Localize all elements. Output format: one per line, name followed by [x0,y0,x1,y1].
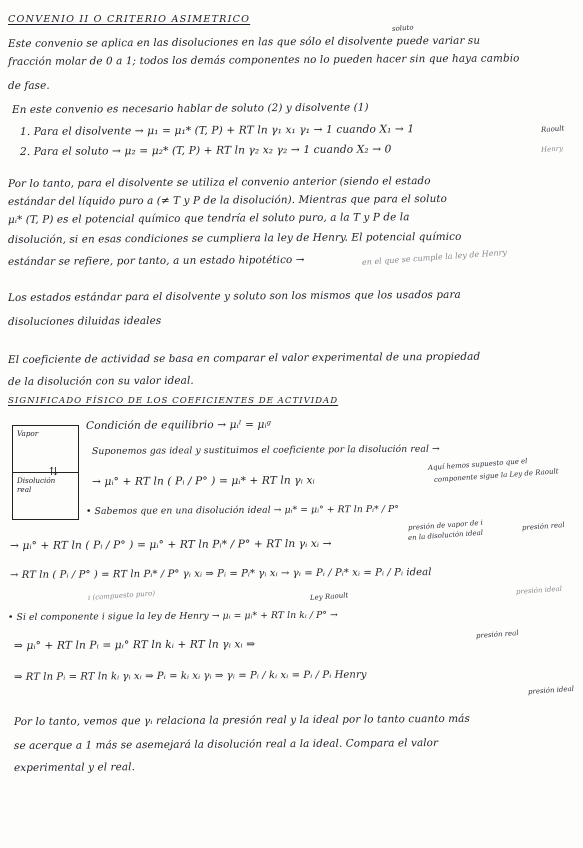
note-real-pressure-1: presión real [521,521,565,532]
ideal-solution-statement: • Sabemos que en una disolución ideal → μᵢ* = μᵢ° + RT ln Pᵢ* / P° [85,503,400,517]
note-real-pressure-2: presión real [475,629,519,640]
exchange-arrows-icon: ⇅ [49,465,59,478]
paragraph-3-line-5: estándar se refiere, por tanto, a un estado hipotético → [7,253,305,268]
equation-substitution: → μᵢ° + RT ln ( Pᵢ / P° ) = μᵢ° + RT ln Pᵢ* / P° + RT ln γᵢ xᵢ → [9,537,332,552]
box-label-real-solution: Disolución real [17,476,56,494]
paragraph-1-line-1: Este convenio se aplica en las disoluciones en las que sólo el disolvente puede variar su [7,34,481,50]
conclusion-line-1: Por lo tanto, vemos que γᵢ relaciona la presión real y la ideal por lo tanto cuanto más [13,712,470,728]
soluto-insertion: soluto [391,23,414,33]
equilibrium-condition: Condición de equilibrio → μᵢˡ = μᵢᵍ [85,418,272,432]
paragraph-3-line-1: Por lo tanto, para el disolvente se utiliza el convenio anterior (siendo el estado [7,175,431,190]
paragraph-3-line-4: disolución, si en esas condiciones se cumpliera la ley de Henry. El potencial químico [7,230,462,246]
section-heading-physical-meaning: SIGNIFICADO FÍSICO DE LOS COEFICIENTES DE ACTIVIDAD [8,396,339,406]
paragraph-3-line-2: estándar del líquido puro a (≠ T y P de la disolución). Mientras que para el soluto [7,192,448,208]
note-vapor-pressure-1: presión de vapor de i [407,518,484,532]
phase-divider [13,472,78,473]
box-label-vapor: Vapor [17,429,39,438]
list-item-soluto: 2. Para el soluto → μ₂ = μ₂* (T, P) + RT ln γ₂ x₂ γ₂ → 1 cuando X₂ → 0 [19,143,392,158]
paragraph-2-intro: En este convenio es necesario hablar de soluto (2) y disolvente (1) [11,101,369,116]
note-ideal-pressure: presión ideal [515,584,563,596]
ideal-gas-assumption: Suponemos gas ideal y sustituimos el coeficiente por la disolución real → [91,443,440,457]
note-raoult-assumption-2: componente sigue la Ley de Raoult [433,467,559,484]
equation-gamma-henry: ⇒ RT ln Pᵢ = RT ln kᵢ γᵢ xᵢ ⇒ Pᵢ = kᵢ xᵢ γᵢ ⇒ γᵢ = Pᵢ / kᵢ xᵢ = Pᵢ / Pᵢ Henry [13,669,367,683]
conclusion-line-3: experimental y el real. [13,761,136,774]
equation-henry-substitution: ⇒ μᵢ° + RT ln Pᵢ = μᵢ° RT ln kᵢ + RT ln γᵢ xᵢ ⇒ [13,638,256,652]
paragraph-1-line-3: de fase. [7,79,50,92]
note-vapor-pressure-2: en la disolución ideal [407,528,484,542]
hypothetical-state-note: en el que se cumple la ley de Henry [361,247,508,267]
equation-chemical-potential: → μᵢ° + RT ln ( Pᵢ / P° ) = μᵢ* + RT ln γᵢ xᵢ [91,474,315,488]
paragraph-3-line-7: disoluciones diluidas ideales [7,314,162,328]
list-item-disolvente: 1. Para el disolvente → μ₁ = μ₁* (T, P) + RT ln γ₁ x₁ γ₁ → 1 cuando X₁ → 1 [19,123,415,138]
section-heading-asymmetric-criterion: CONVENIO II O CRITERIO ASIMETRICO [8,14,251,25]
note-ideal-pressure-henry: presión ideal [527,684,575,696]
paragraph-3-line-6: Los estados estándar para el disolvente y soluto son los mismos que los usados para [7,288,461,304]
paragraph-1-line-2: fracción molar de 0 a 1; todos los demás componentes no lo pueden hacer sin que haya cambio [7,52,520,68]
note-pure-compound: i (compuesto puro) [87,589,156,602]
note-raoult: Raoult [540,124,565,134]
conclusion-line-2: se acerque a 1 más se asemejará la disolución real a la ideal. Compara el valor [13,737,439,752]
note-raoult-law: Ley Raoult [309,591,349,602]
paragraph-3-line-3: μᵢ* (T, P) es el potencial químico que tendría el soluto puro, a la T y P de la [7,211,410,226]
note-henry: Henry [540,144,564,154]
paragraph-4-line-2: de la disolución con su valor ideal. [7,374,194,388]
vapor-liquid-equilibrium-diagram [12,425,79,520]
paragraph-4-line-1: El coeficiente de actividad se basa en comparar el valor experimental de una propiedad [7,350,481,366]
note-raoult-assumption-1: Aquí hemos supuesto que el [427,457,528,472]
equation-gamma-raoult: → RT ln ( Pᵢ / P° ) = RT ln Pᵢ* / P° γᵢ xᵢ ⇒ Pᵢ = Pᵢ* γᵢ xᵢ → γᵢ = Pᵢ / Pᵢ* xᵢ = Pᵢ / Pᵢ ideal [9,567,432,581]
henry-law-statement: • Si el componente i sigue la ley de Henry → μᵢ = μᵢ* + RT ln kᵢ / P° → [7,609,338,623]
